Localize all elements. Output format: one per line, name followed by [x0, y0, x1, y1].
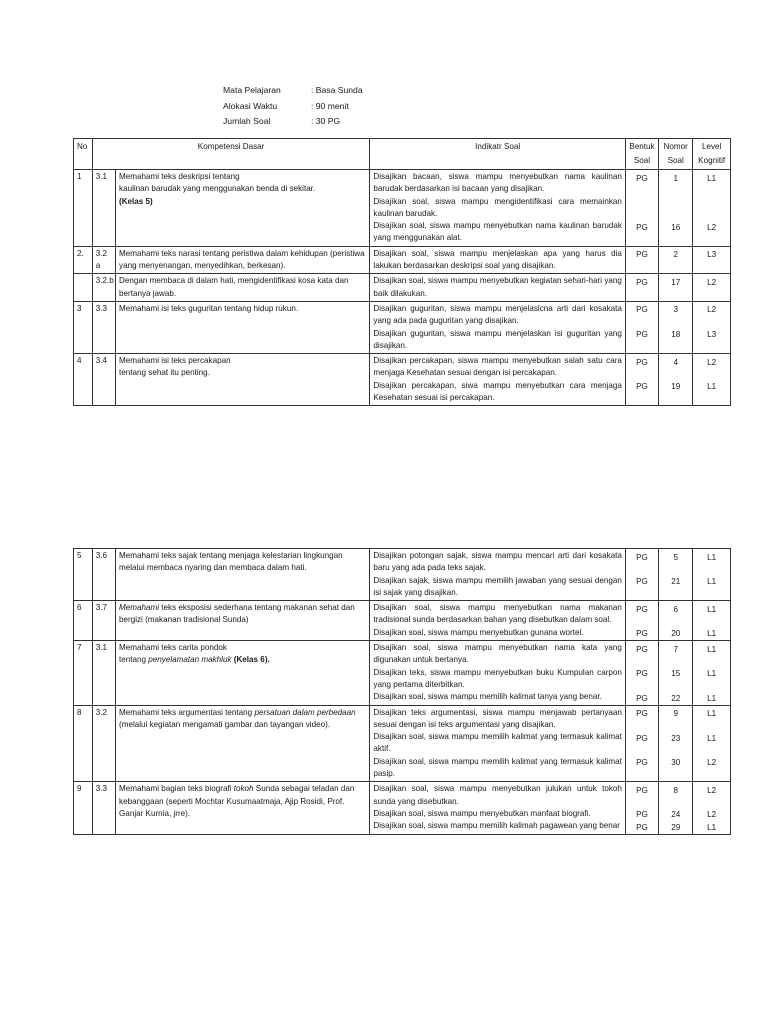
kd-text-tail: Sunda sebagai teladan dan kebanggaan (seperti Mochtar Kusumaatmaja, Ajip Rosidi, Prof. Ganjar Kurnia, jrre). — [119, 784, 355, 818]
row-kode: 3.3 — [92, 782, 115, 834]
col-header-no: No — [74, 139, 93, 170]
kd-line: Memahami teks carita pondok — [119, 643, 227, 653]
nomor-value: 21 — [671, 577, 681, 587]
bentuk-value: PG — [636, 222, 648, 232]
bentuk-value: PG — [636, 810, 648, 820]
nomor-value: 17 — [671, 277, 681, 287]
nomor-soal — [659, 354, 693, 406]
table-row — [74, 641, 731, 705]
kompetensi-dasar — [116, 601, 370, 641]
bentuk-line2: Soal — [633, 156, 651, 165]
indikator-soal — [370, 782, 626, 834]
row-no: 9 — [74, 782, 93, 834]
level-value: L1 — [707, 604, 717, 614]
soal-value: : 30 PG — [311, 116, 341, 126]
nomor-soal — [659, 601, 693, 641]
row-kode: 3.1 — [92, 170, 115, 247]
kd-text: tentang — [119, 655, 149, 665]
nomor-line2: Soal — [667, 156, 684, 165]
kd-text: teks eksposisi sederhana tentang makanan sehat dan bergizi (makanan tradisional Sunda) — [119, 603, 355, 625]
indikator-item: Disajikan sajak, siswa mampu memilih jawaban yang sesuai dengan isi sajak yang disajikan. — [373, 575, 622, 597]
nomor-value: 23 — [671, 733, 681, 743]
level-kognitif — [693, 170, 731, 247]
level-line1: Level — [702, 142, 722, 151]
level-kognitif — [693, 782, 731, 834]
soal-label: Jumlah Soal — [223, 116, 271, 126]
table-row — [74, 301, 731, 353]
level-value: L1 — [707, 382, 717, 392]
kd-line: tentang sehat itu penting. — [119, 368, 210, 378]
mapel-label: Mata Pelajaran — [223, 85, 281, 95]
bentuk-value: PG — [636, 644, 648, 654]
level-value: L2 — [707, 222, 717, 232]
col-header-indikator: Indikatr Soal — [370, 139, 626, 170]
table-row — [74, 354, 731, 406]
bentuk-value: PG — [636, 552, 648, 562]
row-kode: 3.2.b — [92, 274, 115, 302]
row-no: 1 — [74, 170, 93, 247]
nomor-value: 6 — [673, 604, 678, 614]
row-kode: 3.6 — [92, 549, 115, 601]
table-row — [74, 246, 731, 274]
nomor-value: 20 — [671, 629, 681, 639]
indikator-soal — [370, 601, 626, 641]
indikator-item: Disajikan soal, siswa mampu mengidentifikasi cara memainkan kaulinan barudak. — [373, 196, 622, 218]
kd-line: Memahami teks deskripsi tentang — [119, 172, 240, 181]
bentuk-value: PG — [636, 277, 648, 287]
bentuk-soal — [625, 641, 658, 705]
bentuk-value: PG — [636, 629, 648, 639]
kompetensi-dasar — [116, 170, 370, 247]
kompetensi-dasar — [116, 246, 370, 274]
kisi-table-page2 — [73, 548, 731, 835]
bentuk-value: PG — [636, 709, 648, 719]
bentuk-soal — [625, 170, 658, 247]
indikator-soal — [370, 641, 626, 705]
indikator-item: Disajikan guguritan, siswa mampu menjelaslcna arti dari kosakata yang ada pada guguritan yang disajikan. — [373, 303, 622, 326]
col-header-bentuk — [625, 139, 658, 170]
nomor-line1: Nomor — [663, 142, 688, 151]
nomor-value: 16 — [671, 222, 681, 232]
level-kognitif — [693, 549, 731, 601]
level-kognitif — [693, 705, 731, 782]
kompetensi-dasar — [116, 549, 370, 601]
indikator-soal — [370, 705, 626, 782]
bentuk-soal — [625, 601, 658, 641]
indikator-item: Disajikan bacaan, siswa mampu menyebutkan nama kaulinan barudak berdasarkan isi bacaan yang disajikan. — [373, 172, 622, 194]
bentuk-soal — [625, 549, 658, 601]
kd-line: Memahami teks sajak tentang menjaga kelestarian lingkungan melalui membaca nyaring dan membaca dalam hati. — [119, 551, 343, 573]
level-value: L1 — [707, 669, 717, 679]
level-value: L2 — [707, 785, 717, 795]
nomor-soal — [659, 301, 693, 353]
nomor-value: 19 — [671, 382, 681, 392]
bentuk-value: PG — [636, 357, 648, 367]
level-value: L3 — [707, 250, 717, 260]
indikator-item: Disajikan guguritan, siswa mampu menjelaskan isi guguritan yang disajikan. — [373, 328, 622, 350]
indikator-item: Disajikan soal, siswa mampu menyebutkan kegiatan sehari-hari yang baik dilakukan. — [373, 276, 622, 298]
level-value: L1 — [707, 644, 717, 654]
kd-italic: tokoh — [233, 784, 254, 794]
nomor-value: 1 — [673, 173, 678, 183]
indikator-item: Disajikan percakapan, siwa mampu menyebutkan cara menjaga Kesehatan sesuai isi percakapan. — [373, 380, 622, 403]
bentuk-soal — [625, 274, 658, 302]
level-value: L2 — [707, 758, 717, 768]
nomor-soal — [659, 641, 693, 705]
bentuk-value: PG — [636, 604, 648, 614]
kd-bold-tail: ). — [264, 655, 270, 665]
document-header — [223, 83, 363, 130]
indikator-item: Disajikan soal, siswa mampu memilih kalimat yang termasuk kalimat aktif. — [373, 732, 622, 754]
kd-text: Memahami teks argumentasi tentang — [119, 707, 255, 717]
level-value: L2 — [707, 810, 717, 820]
level-value: L2 — [707, 357, 717, 367]
kd-line: Memahami isi teks guguritan tentang hidup rukun. — [119, 303, 299, 313]
indikator-item: Disajikan soal, siswa mampu memilih kalimat tanya yang benar. — [373, 692, 602, 702]
level-value: L1 — [707, 552, 717, 562]
indikator-soal — [370, 301, 626, 353]
nomor-value: 4 — [673, 357, 678, 367]
mapel-value: : Basa Sunda — [311, 85, 363, 95]
waktu-label: Alokasi Waktu — [223, 100, 278, 111]
nomor-soal — [659, 274, 693, 302]
header-row-waktu — [223, 99, 363, 115]
col-header-nomor — [659, 139, 693, 170]
bentuk-soal — [625, 782, 658, 834]
header-row-mapel — [223, 83, 363, 99]
kompetensi-dasar — [116, 274, 370, 302]
kompetensi-dasar — [116, 782, 370, 834]
bentuk-value: PG — [636, 669, 648, 679]
level-kognitif — [693, 246, 731, 274]
indikator-item: Disajikan soal, siswa mampu menyebutkan nama kata yang digunakan untuk bertanya. — [373, 643, 622, 665]
kd-text-tail: (melalui kegiatan mengamati gambar dan tayangan video). — [119, 719, 331, 729]
nomor-value: 18 — [671, 330, 681, 340]
level-value: L1 — [707, 629, 717, 639]
row-no: 2. — [74, 246, 93, 274]
bentuk-soal — [625, 246, 658, 274]
nomor-soal — [659, 170, 693, 247]
row-kode: 3.2 a — [92, 246, 115, 274]
level-value: L2 — [707, 305, 717, 315]
row-kode: 3.4 — [92, 354, 115, 406]
indikator-item: Disajikan percakapan, siswa mampu menyebutkan salah satu cara menjaga Kesehatan sesuai dengan isi percakapan. — [373, 356, 622, 378]
nomor-value: 24 — [671, 810, 681, 820]
row-no: 8 — [74, 705, 93, 782]
level-kognitif — [693, 354, 731, 406]
nomor-value: 15 — [671, 669, 681, 679]
row-no: 5 — [74, 549, 93, 601]
row-kode: 3.3 — [92, 301, 115, 353]
nomor-soal — [659, 246, 693, 274]
nomor-soal — [659, 549, 693, 601]
row-kode: 3.2 — [92, 705, 115, 782]
kisi-table-page1 — [73, 138, 731, 406]
kompetensi-dasar — [116, 705, 370, 782]
kd-bold: (Kelas 6 — [231, 655, 265, 665]
row-no: 7 — [74, 641, 93, 705]
level-kognitif — [693, 601, 731, 641]
row-no — [74, 274, 93, 302]
level-value: L1 — [707, 693, 717, 703]
indikator-item: Disajikan soal, siswa mampu menyebutkan nama makanan tradisional sunda berdasarkan bahan yang disebutkan dalam soal. — [373, 603, 622, 625]
kd-italic: persatuan dalam perbedaan — [254, 707, 356, 717]
bentuk-value: PG — [636, 382, 648, 392]
bentuk-value: PG — [636, 330, 648, 340]
row-no: 4 — [74, 354, 93, 406]
indikator-item: Disajikan soal, siswa mampu menyebutkan nama kaulinan barudak yang menggunakan alat. — [373, 221, 622, 243]
bentuk-soal — [625, 301, 658, 353]
indikator-item: Disajikan soal, siswa mampu menjelaskan apa yang harus dia lakukan berdasarkan deskripsi soal yang disajikan. — [373, 248, 622, 271]
nomor-value: 8 — [673, 785, 678, 795]
nomor-value: 3 — [673, 305, 678, 315]
indikator-soal — [370, 274, 626, 302]
nomor-value: 22 — [671, 693, 681, 703]
level-value: L1 — [707, 577, 717, 587]
nomor-value: 30 — [671, 758, 681, 768]
level-value: L1 — [707, 173, 717, 183]
indikator-item: Disajikan soal, siswa mampu menyebutkan manfaat biografi. — [373, 808, 591, 818]
kd-line: kaulinan barudak yang menggunakan benda di sekitar. — [119, 184, 316, 194]
nomor-soal — [659, 782, 693, 834]
bentuk-value: PG — [636, 758, 648, 768]
kompetensi-dasar — [116, 301, 370, 353]
nomor-value: 7 — [673, 644, 678, 654]
indikator-item: Disajikan soal, siswa mampu memilih kalimah pagawean yang benar — [373, 821, 620, 831]
waktu-value: : 90 menit — [311, 100, 349, 111]
nomor-value: 5 — [673, 552, 678, 562]
kd-italic: penyelamatan makhluk — [148, 655, 232, 665]
indikator-item: Disajikan soal, siswa mampu menyebutkan gunana wortel. — [373, 627, 584, 637]
indikator-soal — [370, 246, 626, 274]
level-kognitif — [693, 641, 731, 705]
table-row — [74, 549, 731, 601]
indikator-item: Disajikan teks argumentasi, siswa mampu menjawab pertanyaan sesuai dengan isi teks argumentasi yang disajikan. — [373, 707, 622, 729]
bentuk-value: PG — [636, 577, 648, 587]
level-value: L1 — [707, 733, 717, 743]
col-header-level — [693, 139, 731, 170]
header-row-soal — [223, 114, 363, 130]
level-value: L2 — [707, 277, 717, 287]
table-row — [74, 170, 731, 247]
level-kognitif — [693, 301, 731, 353]
kd-text: Memahami bagian teks biografi — [119, 784, 234, 794]
nomor-value: 2 — [673, 250, 678, 260]
bentuk-value: PG — [636, 173, 648, 183]
indikator-item: Disajikan teks, siswa mampu menyebutkan buku Kumpulan carpon yang pertama diterbitkan. — [373, 667, 622, 689]
indikator-soal — [370, 354, 626, 406]
indikator-item: Disajikan soal, siswa mampu menyebutkan julukan untuk tokoh sunda yang disebutkan. — [373, 784, 622, 806]
kompetensi-dasar — [116, 354, 370, 406]
kd-line: Memahami isi teks percakapan — [119, 356, 231, 366]
kd-italic: Memahami — [119, 603, 160, 613]
nomor-value: 9 — [673, 709, 678, 719]
bentuk-soal — [625, 705, 658, 782]
bentuk-line1: Bentuk — [629, 142, 655, 151]
kd-bold: (Kelas 5) — [119, 196, 153, 206]
kompetensi-dasar — [116, 641, 370, 705]
level-value: L1 — [707, 709, 717, 719]
table-row — [74, 601, 731, 641]
bentuk-value: PG — [636, 305, 648, 315]
table-row — [74, 274, 731, 302]
bentuk-value: PG — [636, 693, 648, 703]
level-kognitif — [693, 274, 731, 302]
indikator-soal — [370, 549, 626, 601]
row-no: 6 — [74, 601, 93, 641]
table-row — [74, 705, 731, 782]
table-row — [74, 782, 731, 834]
bentuk-soal — [625, 354, 658, 406]
nomor-soal — [659, 705, 693, 782]
indikator-item: Disajikan soal, siswa mampu memilih kalimat yang termasuk kalimat pasip. — [373, 756, 622, 779]
indikator-item: Disajikan potongan sajak, siswa mampu mencari arti dari kosakata baru yang ada pada teks sajak. — [373, 551, 622, 573]
bentuk-value: PG — [636, 822, 648, 832]
col-header-kd: Kompetensi Dasar — [92, 139, 370, 170]
nomor-value: 29 — [671, 822, 681, 832]
bentuk-value: PG — [636, 733, 648, 743]
level-line2: Kognitif — [698, 156, 726, 165]
level-value: L1 — [707, 822, 717, 832]
indikator-soal — [370, 170, 626, 247]
row-kode: 3.1 — [92, 641, 115, 705]
kd-line: Dengan membaca di dalam hati, mengidentifikasi kosa kata dan bertanya jawab. — [119, 276, 349, 298]
bentuk-value: PG — [636, 785, 648, 795]
row-no: 3 — [74, 301, 93, 353]
bentuk-value: PG — [636, 250, 648, 260]
table-header-row — [74, 139, 731, 170]
kd-line: Memahami teks narasi tentang peristiwa dalam kehidupan (peristiwa yang menyenangan, menyedihkan, berkesan). — [119, 248, 365, 271]
row-kode: 3.7 — [92, 601, 115, 641]
level-value: L3 — [707, 330, 717, 340]
